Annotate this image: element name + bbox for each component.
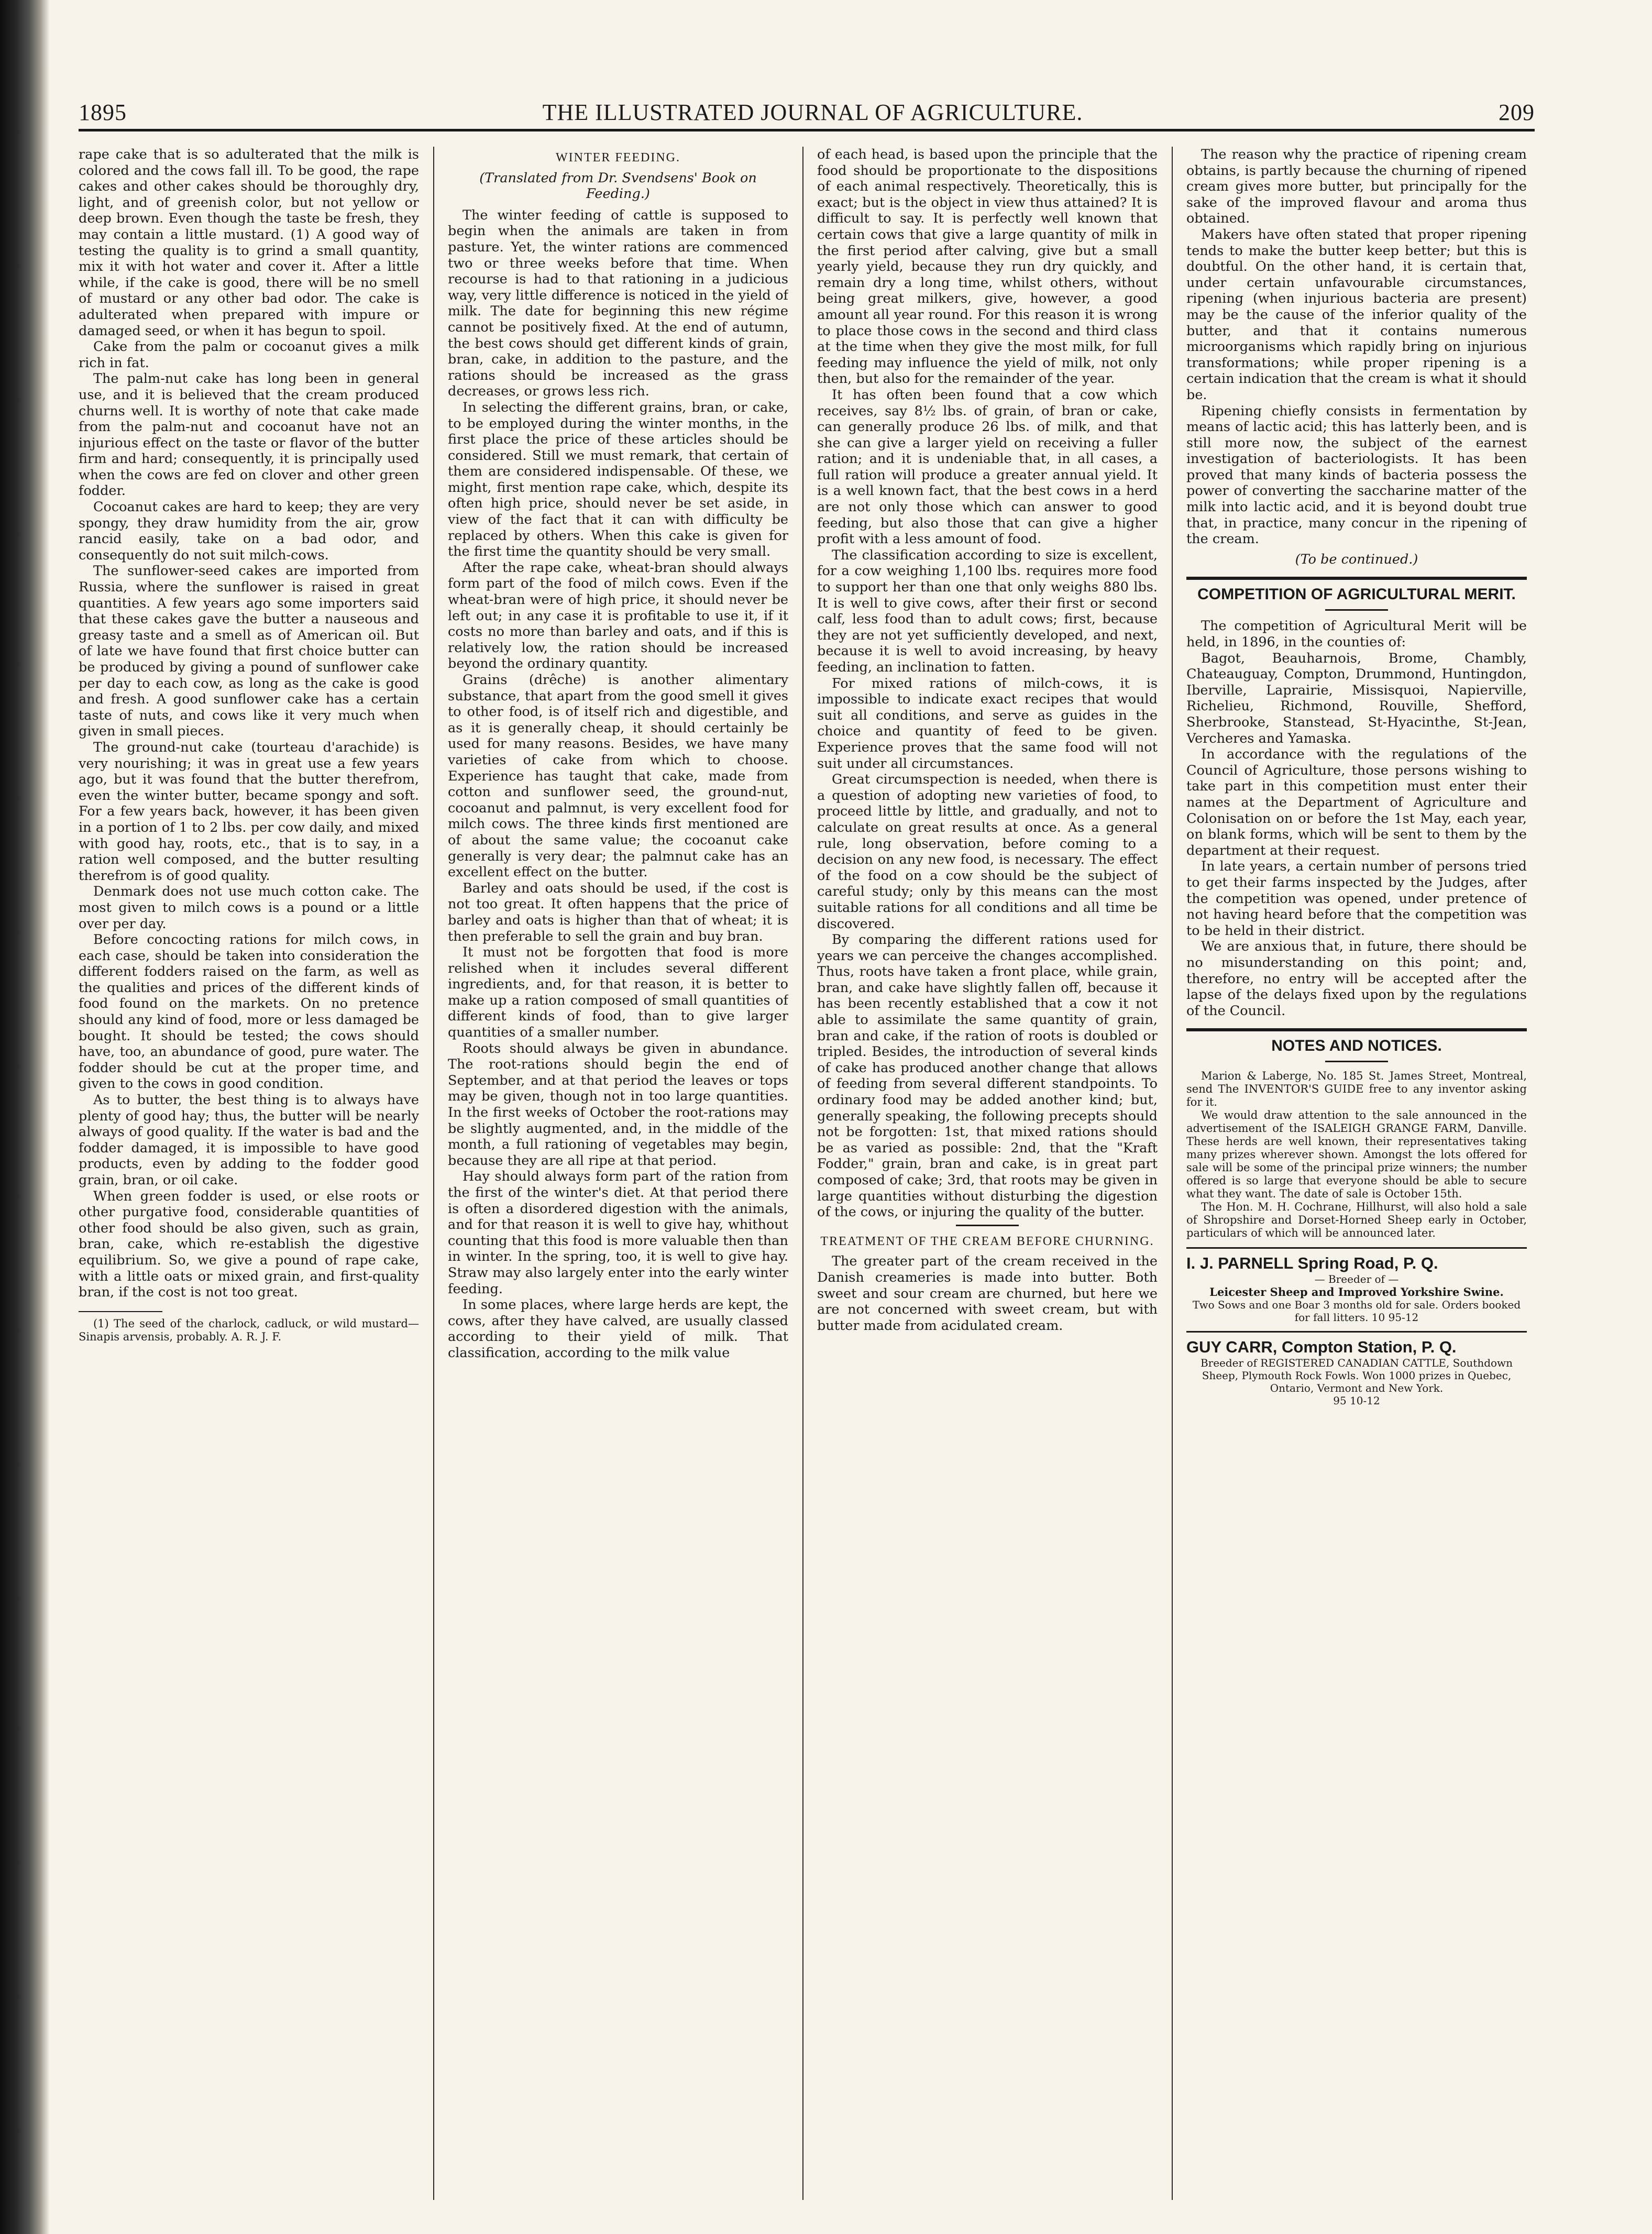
advertisement-parnell <box>1186 1247 1527 1324</box>
col1-paragraph: Cake from the palm or cocoanut gives a milk rich in fat. <box>79 339 419 371</box>
col1-paragraph: Before concocting rations for milch cows, in each case, should be taken into consideration the different fodders raised on the farm, as well as the qualities and prices of the different kinds of food found on the markets. On no pretence should any kind of food, more or less damaged be bought. It should be tested; the cows should have, too, an abundance of good, pure water. The fodder should be cut at the proper time, and given to the cows in good condition. <box>79 932 419 1092</box>
col3-paragraph: It has often been found that a cow which receives, say 8½ lbs. of grain, of bran or cake, can generally produce 26 lbs. of milk, and that she can give a larger yield on receiving a fuller ration; and it is undeniable that, in all cases, a full ration will produce a greater annual yield. It is a well known fact, that the best cows in a herd are not only those which can answer to good feeding, but also those that can give a higher profit with a less amount of food. <box>817 387 1158 547</box>
column-4 <box>1186 147 1527 2200</box>
column-rule-1 <box>433 147 434 2200</box>
col2-paragraph: In selecting the different grains, bran, or cake, to be employed during the winter months, in the first place the price of these articles should be considered. Still we must remark, that certain of them are considered indispensable. Of these, we might, first mention rape cake, which, despite its often high price, should never be set aside, in view of the fact that it can with difficulty be replaced by others. When this cake is given for the first time the quantity should be very small. <box>448 399 788 560</box>
ad-line: — Breeder of — <box>1314 1273 1399 1286</box>
col2-paragraph: Grains (drêche) is another alimentary substance, that apart from the good smell it gives to other food, is of itself rich and digestible, and as it is generally cheap, it should certainly be used for many reasons. Besides, we have many varieties of cake from which to choose. Experience has taught that cake, made from cotton and sunflower seed, the ground-nut, cocoanut and palmnut, is very excellent food for milch cows. The three kinds first mentioned are of about the same value; the cocoanut cake generally is very dear; the palmnut cake has an excellent effect on the butter. <box>448 672 788 881</box>
ad-advertiser-name: GUY CARR, Compton Station, P. Q. <box>1186 1338 1457 1357</box>
col4-paragraph: Makers have often stated that proper ripening tends to make the butter keep better; but this is doubtful. On the other hand, it is certain that, under certain unfavourable circumstances, ripening (when injurious bacteria are present) may be the cause of the inferior quality of the butter, and that it contains numerous microorganisms which rapidly bring on injurious transformations; while proper ripening is a certain indication that the cream is what it should be. <box>1186 226 1527 403</box>
competition-paragraph: In late years, a certain number of persons tried to get their farms inspected by the Judges, after the competition was opened, under pretence of not having heard before that the competition was to be held in their district. <box>1186 859 1527 939</box>
header-year: 1895 <box>79 100 127 125</box>
col1-paragraph: The ground-nut cake (tourteau d'arachide) is very nourishing; it was in great use a few years ago, but it was found that the butter therefrom, even the winter butter, became spongy and soft. For a few years back, however, it has been given in a portion of 1 to 2 lbs. per cow daily, and mixed with good hay, roots, etc., that is to say, in a ration well composed, and the butter resulting therefrom is of good quality. <box>79 739 419 884</box>
column-2 <box>448 147 788 2200</box>
notes-paragraph: We would draw attention to the sale announced in the advertisement of the ISALEIGH GRANGE FARM, Danville. These herds are well known, their representatives taking many prizes wherever shown. Amongst the lots offered for sale will be some of the principal prize winners; the number offered is so large that everyone should be able to secure what they want. The date of sale is October 15th. <box>1186 1109 1527 1201</box>
col2-paragraph: Hay should always form part of the ration from the first of the winter's diet. At that period there is often a disordered digestion with the animals, and for that reason it is well to give hay, whithout counting that this food is more valuable then than in winter. In the spring, too, it is well to give hay. Straw may also largely enter into the early winter feeding. <box>448 1169 788 1297</box>
column-rule-3 <box>1172 147 1173 2200</box>
advertisement-carr <box>1186 1331 1527 1407</box>
section-rule <box>956 1225 1019 1226</box>
col2-paragraph: Barley and oats should be used, if the cost is not too great. It often happens that the price of barley and oats is higher than that of wheat; it is then preferable to sell the grain and buy bran. <box>448 880 788 944</box>
ad-line: Leicester Sheep and Improved Yorkshire Swine. <box>1209 1285 1504 1299</box>
ad-line: Breeder of REGISTERED CANADIAN CATTLE, Southdown Sheep, Plymouth Rock Fowls. Won 1000 prizes in Quebec, Ontario, Vermont and New York. <box>1200 1357 1513 1395</box>
column-rule-2 <box>802 147 803 2200</box>
col3-paragraph: The classification according to size is excellent, for a cow weighing 1,100 lbs. requires more food to support her than one that only weighs 880 lbs. It is well to give cows, after their first or second calf, less food than to adult cows; first, because they are not yet sufficiently developed, and next, because it is well to avoid increasing, by heavy feeding, an inclination to fatten. <box>817 547 1158 675</box>
col1-paragraph: Denmark does not use much cotton cake. The most given to milch cows is a pound or a little over per day. <box>79 884 419 932</box>
col2-paragraph: It must not be forgotten that food is more relished when it includes several different ingredients, and, for that reason, it is better to make up a ration composed of small quantities of different kinds of food, than to give larger quantities of a smaller number. <box>448 944 788 1041</box>
winter-feeding-heading: WINTER FEEDING. <box>556 151 680 164</box>
col2-paragraph: In some places, where large herds are kept, the cows, after they have calved, are usually classed according to their yield of milk. That classification, according to the milk value <box>448 1297 788 1361</box>
notes-paragraph: Marion & Laberge, No. 185 St. James Street, Montreal, send The INVENTOR'S GUIDE free to any inventor asking for it. <box>1186 1070 1527 1109</box>
column-3 <box>817 147 1158 2200</box>
ad-line: 95 10-12 <box>1333 1394 1380 1407</box>
winter-feeding-subheading: (Translated from Dr. Svendsens' Book on Feeding.) <box>479 170 757 202</box>
footnote-rule <box>79 1311 162 1312</box>
competition-heading: COMPETITION OF AGRICULTURAL MERIT. <box>1197 586 1516 603</box>
col4-paragraph: The reason why the practice of ripening cream obtains, is partly because the churning of ripened cream gives more butter, but principally for the sake of the improved flavour and aroma thus obtained. <box>1186 147 1527 227</box>
col2-paragraph: After the rape cake, wheat-bran should always form part of the food of milch cows. Even if the wheat-bran were of high price, it should never be left out; in any case it is profitable to use it, if it costs no more than barley and oats, and if this is relatively low, the ration should be increased beyond the ordinary quantity. <box>448 559 788 672</box>
book-binding-edge <box>0 0 50 2234</box>
col2-paragraph: The winter feeding of cattle is supposed to begin when the animals are taken in from pasture. Yet, the winter rations are commenced two or three weeks before that time. When recourse is had to that rationing in a judicious way, very little difference is noticed in the yield of milk. The date for beginning this new régime cannot be positively fixed. At the end of autumn, the best cows should get different kinds of grain, bran, cake, in addition to the pasture, and the rations should be increased as the grass decreases, or grows less rich. <box>448 207 788 400</box>
section-rule <box>1186 577 1527 580</box>
ad-line: Two Sows and one Boar 3 months old for sale. Orders booked for fall litters. 10 95-12 <box>1192 1298 1521 1324</box>
competition-paragraph: The competition of Agricultural Merit will be held, in 1896, in the counties of: <box>1186 618 1527 651</box>
competition-paragraph: We are anxious that, in future, there should be no misunderstanding on this point; and, therefore, no entry will be accepted after the lapse of the delays fixed upon by the regulations of the Council. <box>1186 939 1527 1019</box>
col1-paragraph: The sunflower-seed cakes are imported from Russia, where the sunflower is raised in great quantities. A few years ago some importers said that these cakes gave the butter a nauseous and greasy taste and a smell as of American oil. But of late we have found that first choice butter can be produced by giving a pound of sunflower cake per day to each cow, as long as the cake is good and fresh. A good sunflower cake has a certain taste of nuts, and cows like it very much when given in small pieces. <box>79 563 419 740</box>
competition-paragraph: In accordance with the regulations of the Council of Agriculture, those persons wishing to take part in this competition must enter their names at the Department of Agriculture and Colonisation on or before the 1st May, each year, on blank forms, which will be sent to them by the department at their request. <box>1186 746 1527 859</box>
col1-paragraph: When green fodder is used, or else roots or other purgative food, considerable quantities of other food should be also given, such as grain, bran, cake, which re-establish the digestive equilibrium. So, we give a pound of rape cake, with a little oats or mixed grain, and first-quality bran, if the cost is not too great. <box>79 1188 419 1301</box>
page-header <box>79 79 1535 131</box>
section-rule <box>1186 1028 1527 1031</box>
col2-paragraph: Roots should always be given in abundance. The root-rations should begin the end of September, and at that period the leaves or tops may be given, though not in too large quantities. In the first weeks of October the root-rations may be slightly augmented, and, in the middle of the month, a full rationing of vegetables may begin, because they are all ripe at that period. <box>448 1040 788 1169</box>
col1-paragraph: As to butter, the best thing is to always have plenty of good hay; thus, the butter will be nearly always of good quality. If the water is bad and the fodder damaged, it is impossible to have good products, even by adding to the fodder good grain, bran, or oil cake. <box>79 1092 419 1188</box>
col3-paragraph: For mixed rations of milch-cows, it is impossible to indicate exact recipes that would suit all conditions, and serve as guides in the choice and quantity of feed to be given. Experience proves that the same food will not suit under all circumstances. <box>817 675 1158 772</box>
header-title: THE ILLUSTRATED JOURNAL OF AGRICULTURE. <box>542 100 1083 125</box>
notes-heading: NOTES AND NOTICES. <box>1271 1037 1442 1055</box>
col1-paragraph: Cocoanut cakes are hard to keep; they are very spongy, they draw humidity from the air, grow rancid easily, take on a bad odor, and consequently do not suit milch-cows. <box>79 499 419 563</box>
footnote: (1) The seed of the charlock, cadluck, or wild mustard—Sinapis arvensis, probably. A. R. J. F. <box>79 1317 419 1343</box>
col3-paragraph: of each head, is based upon the principle that the food should be proportionate to the dispositions of each animal respectively. Theoretically, this is exact; but is the object in view thus attained? It is difficult to say. It is perfectly well known that certain cows that give a large quantity of milk in the first period after calving, give but a small yearly yield, because they run dry quickly, and remain dry a long time, whilst others, without being great milkers, give, however, a good amount all year round. For this reason it is wrong to place those cows in the second and third class at the time when they give the most milk, for full feeding may influence the yield of milk, not only then, but also for the remainder of the year. <box>817 147 1158 387</box>
competition-paragraph: Bagot, Beauharnois, Brome, Chambly, Chateauguay, Compton, Drummond, Huntingdon, Iberville, Laprairie, Missisquoi, Napierville, Richelieu, Richmond, Rouville, Shefford, Sherbrooke, Stanstead, St-Hyacinthe, St-Jean, Vercheres and Yamaska. <box>1186 650 1527 746</box>
notes-paragraph: The Hon. M. H. Cochrane, Hillhurst, will also hold a sale of Shropshire and Dorset-Horned Sheep early in October, particulars of which will be announced later. <box>1186 1201 1527 1240</box>
to-be-continued: (To be continued.) <box>1295 551 1418 567</box>
col1-paragraph: rape cake that is so adulterated that the milk is colored and the cows fall ill. To be good, the rape cakes and other cakes should be thoroughly dry, light, and of greenish color, but not yellow or deep brown. Even though the taste be fresh, they may contain a little mustard. (1) A good way of testing the quality is to grind a small quantity, mix it with hot water and cover it. After a little while, if the cake is good, there will be no smell of mustard or any other bad odor. The cake is adulterated when prepared with impure or damaged seed, or when it has begun to spoil. <box>79 147 419 339</box>
journal-page <box>79 79 1535 2205</box>
heading-rule <box>1325 1061 1388 1062</box>
column-1 <box>79 147 419 2200</box>
col3-paragraph: The greater part of the cream received in the Danish creameries is made into butter. Both sweet and sour cream are churned, but here we are not concerned with sweet cream, but with butter made from acidulated cream. <box>817 1253 1158 1334</box>
ad-advertiser-name: I. J. PARNELL Spring Road, P. Q. <box>1186 1254 1438 1273</box>
col3-paragraph: By comparing the different rations used for years we can perceive the changes accomplished. Thus, roots have taken a front place, while grain, bran, and cake have slightly fallen off, because it has been recently established that a cow it not able to assimilate the same quantity of grain, bran and cake, if the ration of roots is doubled or tripled. Besides, the introduction of several kinds of cake has produced another change that allows of feeding from several different standpoints. To ordinary food may be added another kind; but, generally speaking, the following precepts should not be forgotten: 1st, that mixed rations should be as varied as possible: 2nd, that the "Kraft Fodder," grain, bran and cake, is in great part composed of cake; 3rd, that roots may be given in large quantities without disturbing the digestion of the cows, or injuring the quality of the butter. <box>817 932 1158 1220</box>
cream-treatment-heading: TREATMENT OF THE CREAM BEFORE CHURNING. <box>820 1234 1154 1248</box>
col1-paragraph: The palm-nut cake has long been in general use, and it is believed that the cream produced churns well. It is worthy of note that cake made from the palm-nut and cocoanut have not an injurious effect on the taste or flavor of the butter firm and hard; consequently, it is principally used when the cows are fed on clover and other green fodder. <box>79 371 419 499</box>
col4-paragraph: Ripening chiefly consists in fermentation by means of lactic acid; this has latterly been, and is still more now, the subject of the earnest investigation of bacteriologists. It has been proved that many kinds of bacteria possess the power of converting the saccharine matter of the milk into lactic acid, and it is beyond doubt true that, in practice, many concur in the ripening of the cream. <box>1186 403 1527 547</box>
heading-rule <box>1325 609 1388 611</box>
col3-paragraph: Great circumspection is needed, when there is a question of adopting new varieties of food, to proceed little by little, and gradually, and not to calculate on great results at once. As a general rule, long observation, before coming to a decision on any new food, is necessary. The effect of the food on a cow should be the subject of careful study; only by this means can the most suitable rations for all conditions and all time be discovered. <box>817 772 1158 932</box>
header-page-number: 209 <box>1498 100 1535 125</box>
